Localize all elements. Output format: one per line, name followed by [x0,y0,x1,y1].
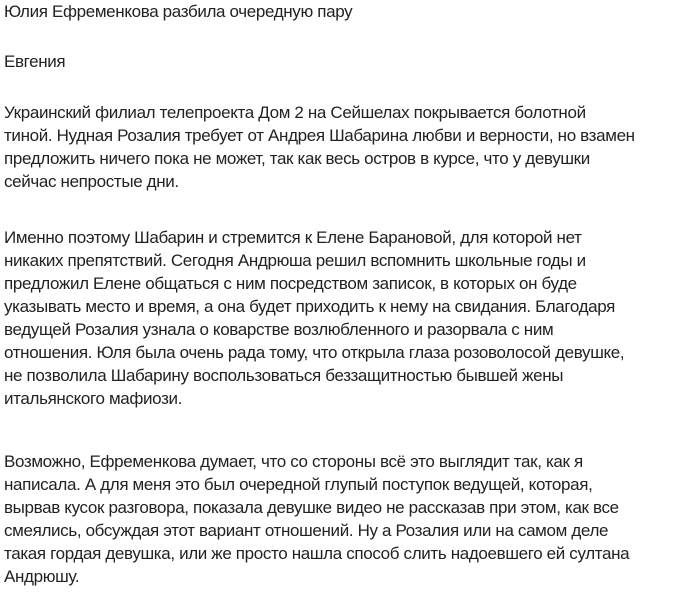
paragraph-line: отношения. Юля была очень рада тому, что открыла глаза розоволосой девушке, [4,343,625,362]
paragraph-line: не позволила Шабарину воспользоваться беззащитностью бывшей жены [4,366,564,385]
paragraph-line: Андрюшу. [4,567,80,586]
paragraph-line: смеялись, обсуждая этот вариант отношений. Ну а Розалия или на самом деле [4,521,609,540]
title-text: Юлия Ефременкова разбила очередную пару [4,2,353,21]
paragraph-line: итальянского мафиози. [4,389,183,408]
paragraph-1 [4,101,635,193]
paragraph-line: Украинский филиал телепроекта Дом 2 на Сейшелах покрывается болотной [4,103,586,122]
paragraph-line: ведущей Розалия узнала о коварстве возлюбленного и разорвала с ним [4,320,554,339]
paragraph-line: Именно поэтому Шабарин и стремится к Елене Барановой, для которой нет [4,228,582,247]
paragraph-line: никаких препятствий. Сегодня Андрюша решил вспомнить школьные годы и [4,251,586,270]
article-title [4,0,352,23]
paragraph-line: предложить ничего пока не может, так как весь остров в курсе, что у девушки [4,149,590,168]
paragraph-line: вырвав кусок разговора, показала девушке видео не рассказав при этом, как все [4,498,619,517]
paragraph-line: такая гордая девушка, или же просто нашла способ слить надоевшего ей султана [4,544,630,563]
paragraph-line: предложил Елене общаться с ним посредством записок, в которых он буде [4,274,577,293]
paragraph-line: тиной. Нудная Розалия требует от Андрея Шабарина любви и верности, но взамен [4,126,635,145]
article-author [4,50,65,73]
author-text: Евгения [4,52,66,71]
paragraph-line: указывать место и время, а она будет приходить к нему на свидания. Благодаря [4,297,616,316]
paragraph-2 [4,226,624,410]
paragraph-line: написала. А для меня это был очередной глупый поступок ведущей, которая, [4,475,593,494]
paragraph-line: Возможно, Ефременкова думает, что со стороны всё это выглядит так, как я [4,452,583,471]
paragraph-line: сейчас непростые дни. [4,172,179,191]
paragraph-3 [4,450,629,588]
